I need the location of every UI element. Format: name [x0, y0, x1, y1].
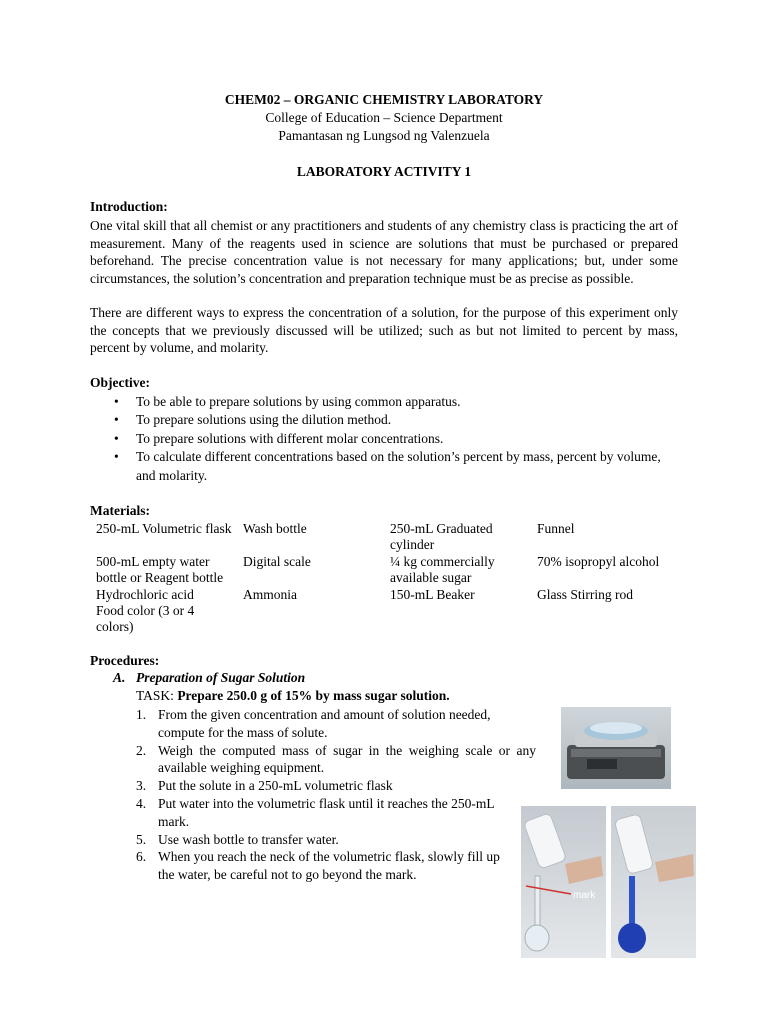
objective-heading: Objective:: [90, 375, 150, 390]
material-cell: ¼ kg commercially available sugar: [390, 554, 495, 586]
objective-list: [90, 393, 690, 485]
material-cell: Glass Stirring rod: [537, 587, 633, 602]
procedure-step: 2. Weigh the computed mass of sugar in the weighing scale or any available weighing equipment.: [136, 742, 536, 776]
objective-item: • To prepare solutions using the dilution method.: [90, 411, 690, 429]
procedure-step: 4. Put water into the volumetric flask until it reaches the 250-mL mark.: [136, 795, 495, 829]
objective-item: • To prepare solutions with different molar concentrations.: [90, 430, 690, 448]
procedures-heading: Procedures:: [90, 653, 160, 668]
procedure-step: 5. Use wash bottle to transfer water.: [136, 831, 339, 847]
procedure-step: 6. When you reach the neck of the volumetric flask, slowly fill up the water, be careful not to go beyond the mark.: [136, 849, 500, 883]
material-cell: Wash bottle: [243, 521, 307, 536]
material-cell: Food color (3 or 4 colors): [96, 603, 195, 635]
materials-heading: Materials:: [90, 503, 150, 518]
introduction-paragraph-1: One vital skill that all chemist or any practitioners and students of any chemistry class is practicing the art of measurement. Many of the reagents used in science are solutions that must be purchased or prepared beforehand. The precise concentration value is not necessary for many applications; but, under some circumstances, the solution’s concentration and preparation technique must be as precise as possible.: [90, 218, 678, 286]
task-prefix: TASK:: [136, 688, 178, 703]
material-cell: 250-mL Graduated cylinder: [390, 521, 493, 553]
material-cell: Hydrochloric acid: [96, 587, 194, 602]
material-cell: Ammonia: [243, 587, 297, 602]
task-line: [136, 688, 450, 704]
material-cell: 70% isopropyl alcohol: [537, 554, 660, 569]
wash-bottle-flask-photo: [521, 806, 606, 958]
digital-scale-photo: [561, 707, 671, 789]
material-cell: 250-mL Volumetric flask: [96, 521, 232, 536]
activity-title: LABORATORY ACTIVITY 1: [296, 164, 472, 179]
procedure-step: 1. From the given concentration and amount of solution needed, compute for the mass of solute.: [136, 707, 491, 740]
introduction-paragraph-2: There are different ways to express the concentration of a solution, for the purpose of this experiment only the concepts that we previously discussed will be utilized; such as but not limited to percent by mass, percent by volume, and molarity.: [90, 305, 678, 356]
objective-item: • To be able to prepare solutions by using common apparatus.: [90, 393, 690, 411]
task-text: Prepare 250.0 g of 15% by mass sugar solution.: [177, 688, 450, 703]
section-a-letter: A.: [113, 670, 126, 685]
procedure-step: 3. Put the solute in a 250-mL volumetric flask: [136, 778, 393, 794]
blue-solution-flask-photo: [611, 806, 696, 958]
material-cell: Funnel: [537, 521, 575, 536]
mark-label: mark: [573, 890, 596, 901]
procedure-steps: [136, 706, 536, 884]
material-cell: 500-mL empty water bottle or Reagent bottle: [96, 554, 224, 586]
section-a-title: Preparation of Sugar Solution: [136, 670, 306, 685]
objective-item: • To calculate different concentrations based on the solution’s percent by mass, percent by volume, and molarity.: [90, 448, 690, 485]
university-name: Pamantasan ng Lungsod ng Valenzuela: [278, 128, 490, 143]
introduction-heading: Introduction:: [90, 199, 168, 214]
material-cell: Digital scale: [243, 554, 311, 569]
course-title: CHEM02 – ORGANIC CHEMISTRY LABORATORY: [224, 92, 544, 107]
material-cell: 150-mL Beaker: [390, 587, 475, 602]
college-name: College of Education – Science Department: [265, 110, 503, 125]
